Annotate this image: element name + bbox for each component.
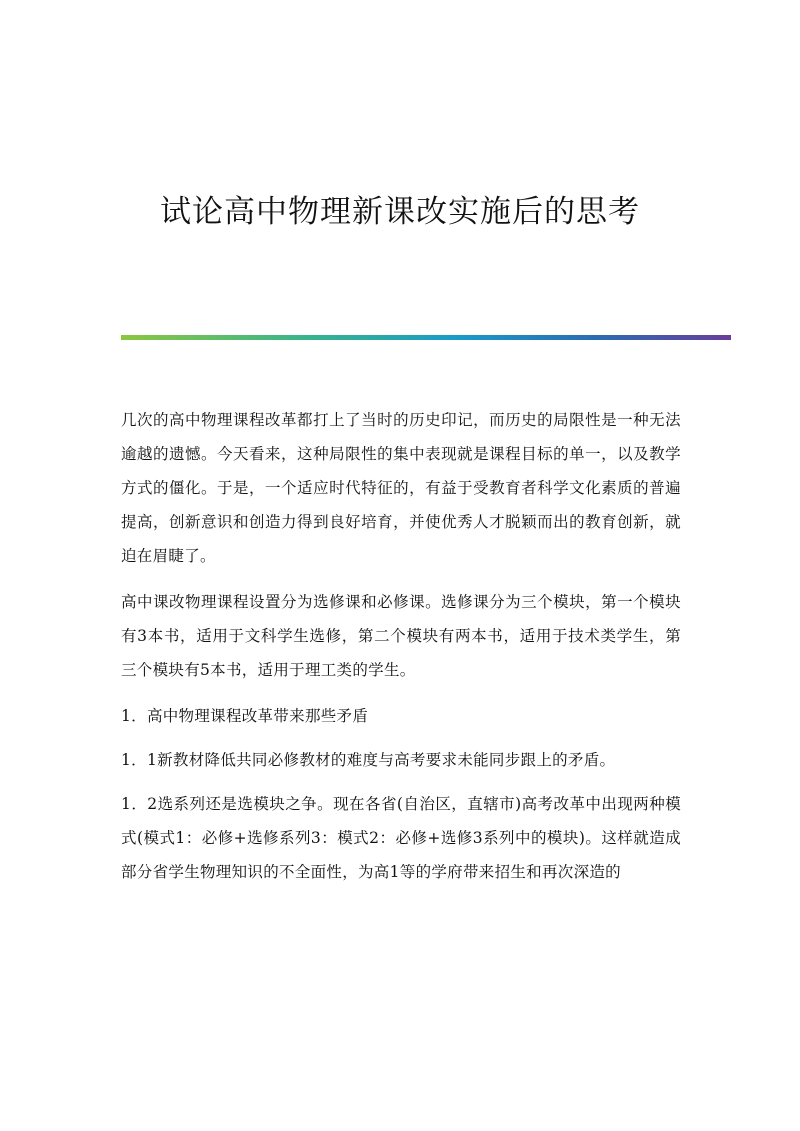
gradient-divider (121, 335, 731, 340)
section-heading-contradictions: 1．高中物理课程改革带来那些矛盾 (121, 707, 369, 725)
paragraph-intro: 几次的高中物理课程改革都打上了当时的历史印记，而历史的局限性是一种无法逾越的遗憾。今天看来，这种局限性的集中表现就是课程目标的单一，以及教学方式的僵化。于是，一个适应时代特征的，有益于受教育者科学文化素质的普遍提高，创新意识和创造力得到良好培育，并使优秀人才脱颖而出的教育创新，就迫在眉睫了。 (121, 411, 681, 565)
paragraph-course-setup: 高中课改物理课程设置分为选修课和必修课。选修课分为三个模块，第一个模块有3本书，适用于文科学生选修，第二个模块有两本书，适用于技术类学生，第三个模块有5本书，适用于理工类的学生。 (121, 593, 681, 679)
document-title: 试论高中物理新课改实施后的思考 (160, 194, 640, 230)
document-body (121, 403, 681, 901)
subsection-1-2: 1．2选系列还是选模块之争。现在各省(自治区，直辖市)高考改革中出现两种模式(模式1：必修+选修系列3：模式2：必修+选修3系列中的模块)。这样就造成部分省学生物理知识的不全面性，为高1等的学府带来招生和再次深造的 (121, 795, 681, 881)
subsection-1-1: 1．1新教材降低共同必修教材的难度与高考要求未能同步跟上的矛盾。 (121, 751, 616, 769)
